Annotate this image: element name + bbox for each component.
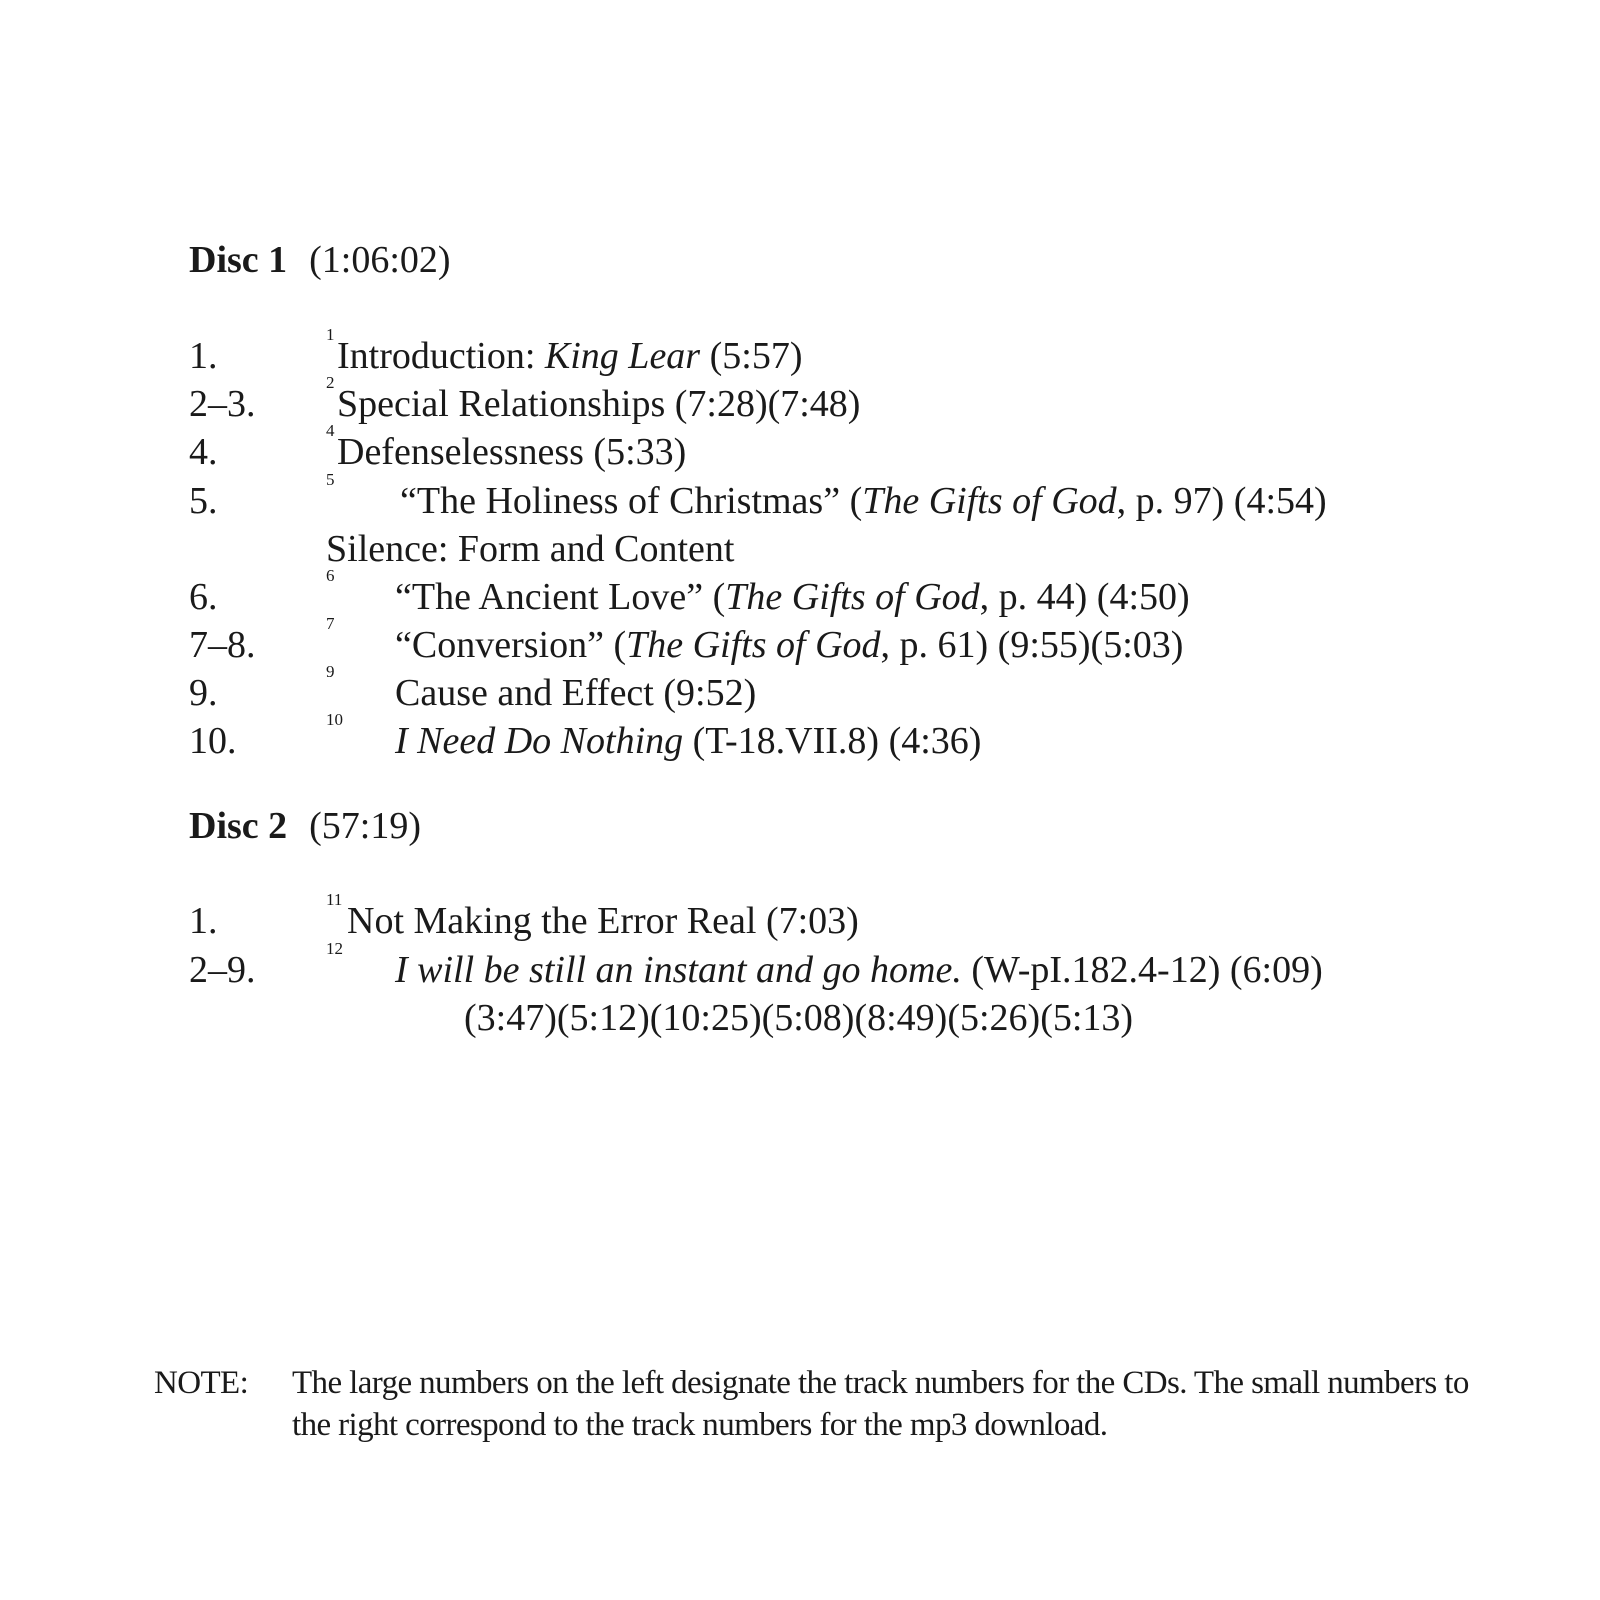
track-title: I Need Do Nothing (T-18.VII.8) (4:36)	[395, 720, 982, 762]
cd-track-number: 9.	[189, 672, 218, 714]
track-title: “The Ancient Love” (The Gifts of God, p. 44) (4:50)	[395, 576, 1190, 618]
track-title: Cause and Effect (9:52)	[395, 672, 757, 714]
mp3-track-number: 10	[326, 710, 343, 729]
disc-1-duration: (1:06:02)	[309, 239, 451, 281]
disc-2-label: Disc 2	[189, 805, 288, 847]
cd-track-number: 6.	[189, 576, 218, 618]
cd-track-number: 1.	[189, 900, 218, 942]
cd-track-number: 10.	[189, 720, 237, 762]
track-title: “Conversion” (The Gifts of God, p. 61) (9:55)(5:03)	[395, 624, 1184, 666]
track-title: I will be still an instant and go home. (W-pI.182.4-12) (6:09)	[395, 949, 1323, 991]
mp3-track-number: 5	[326, 470, 335, 489]
cd-track-number: 1.	[189, 335, 218, 377]
track-title: Defenselessness (5:33)	[337, 431, 687, 473]
mp3-track-number: 4	[326, 421, 335, 440]
track-title-continuation: Silence: Form and Content	[326, 528, 735, 570]
mp3-track-number: 12	[326, 939, 343, 958]
disc-2-duration: (57:19)	[309, 805, 422, 847]
cd-track-number: 5.	[189, 480, 218, 522]
cd-track-number: 2–9.	[189, 949, 256, 991]
track-title: Special Relationships (7:28)(7:48)	[337, 383, 861, 425]
mp3-track-number: 9	[326, 662, 335, 681]
disc-1-label: Disc 1	[189, 239, 288, 281]
track-title: Introduction: King Lear (5:57)	[337, 335, 803, 377]
mp3-track-number: 1	[326, 325, 335, 344]
mp3-track-number: 11	[326, 890, 343, 909]
cd-track-number: 2–3.	[189, 383, 256, 425]
disc-1-heading	[189, 238, 451, 282]
mp3-track-number: 6	[326, 566, 335, 585]
cd-track-number: 7–8.	[189, 624, 256, 666]
track-title: “The Holiness of Christmas” (The Gifts of God, p. 97) (4:54)	[400, 480, 1327, 522]
mp3-track-number: 2	[326, 373, 335, 392]
disc-2-heading	[189, 804, 421, 848]
mp3-track-number: 7	[326, 614, 335, 633]
cd-track-number: 4.	[189, 431, 218, 473]
track-title: Not Making the Error Real (7:03)	[347, 900, 859, 942]
note-text: The large numbers on the left designate the track numbers for the CDs. The small numbers to the right correspond to the track numbers for the mp3 download.	[292, 1365, 1469, 1443]
note-label: NOTE:	[154, 1365, 249, 1401]
track-title-continuation: (3:47)(5:12)(10:25)(5:08)(8:49)(5:26)(5:13)	[464, 997, 1134, 1039]
